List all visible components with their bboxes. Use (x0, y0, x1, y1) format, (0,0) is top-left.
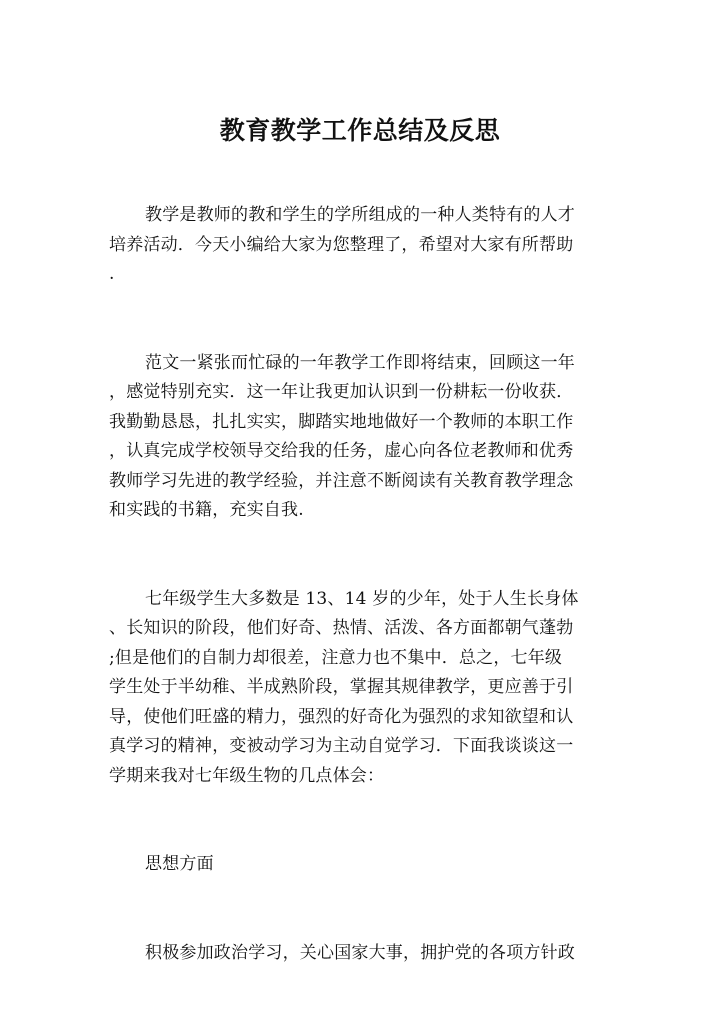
text-line: 真学习的精神，变被动学习为主动自觉学习．下面我谈谈这一 (109, 736, 574, 756)
text-line: 教师学习先进的教学经验，并注意不断阅读有关教育教学理念 (109, 470, 574, 491)
text-line: 培养活动．今天小编给大家为您整理了，希望对大家有所帮助 (109, 234, 574, 255)
text-line: 学生处于半幼稚、半成熟阶段，掌握其规律教学，更应善于引 (109, 677, 574, 697)
document-body (109, 201, 619, 1027)
paragraph-intro (109, 201, 619, 290)
paragraph-politics (109, 939, 619, 969)
text-line: 教学是教师的教和学生的学所组成的一种人类特有的人才 (145, 205, 575, 225)
text-line: . (109, 264, 115, 284)
paragraph-sample-one (109, 349, 619, 526)
section-heading-thought (109, 850, 619, 880)
text-line: 和实践的书籍，充实自我. (109, 500, 304, 520)
text-line: ，认真完成学校领导交给我的任务，虚心向各位老教师和优秀 (109, 441, 574, 461)
text-line: 七年级学生大多数是 13、14 岁的少年，处于人生长身体 (145, 588, 579, 609)
paragraph-students (109, 585, 619, 792)
text-line: 学期来我对七年级生物的几点体会： (109, 765, 385, 786)
text-line: 范文一紧张而忙碌的一年教学工作即将结束，回顾这一年 (145, 352, 575, 373)
text-line: ;但是他们的自制力却很差，注意力也不集中．总之，七年级 (109, 647, 563, 668)
text-line: 导，使他们旺盛的精力，强烈的好奇化为强烈的求知欲望和认 (109, 706, 574, 727)
text-line: 我勤勤恳恳，扎扎实实，脚踏实地地做好一个教师的本职工作 (109, 411, 574, 432)
document-title: 教育教学工作总结及反思 (219, 116, 501, 145)
section-heading-text: 思想方面 (145, 854, 214, 874)
text-line: ，感觉特别充实．这一年让我更加认识到一份耕耘一份收获． (109, 382, 574, 402)
text-line: 、长知识的阶段，他们好奇、热情、活泼、各方面都朝气蓬勃 (109, 618, 574, 638)
text-line: 积极参加政治学习，关心国家大事，拥护党的各项方针政 (145, 942, 575, 963)
